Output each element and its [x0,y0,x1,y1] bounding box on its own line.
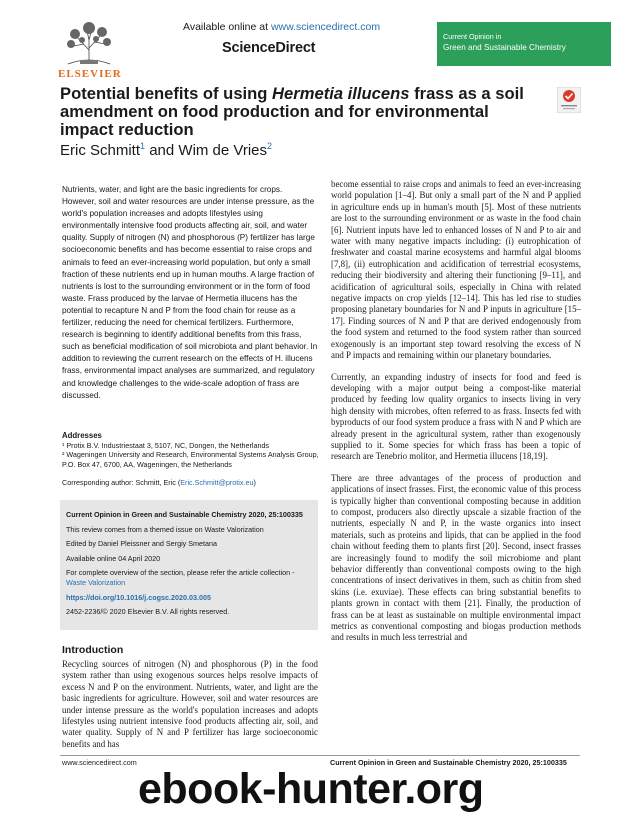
doi-link[interactable]: https://doi.org/10.1016/j.cogsc.2020.03.005 [66,592,212,602]
right-paragraph-3: There are three advantages of the process of production and applications of insect frasses. First, the economic value of this process is typically higher than conventional composting because in addition to compost, producers also directly upscale a sizable fraction of the nutrients, especially N and P, in the waste organics into insect materials, such as proteins and lipids, that can be applied in the food chain without feeding them to plants first [20]. Second, insect frasses are increasingly found to modify the soil microbiome and plant behavior differently than conventional composts owing to the high concentrations of insect derivatives in them, such as chitin from shed skins (i.e. exuviae). These effects can bring substantial benefits to plants grown in contact with them [21]. Finally, the production of frass can be at least as sustainable on multiple environmental impact metrics as conventional composting and biogas production methods and results in much less terrestrial and [331,472,581,643]
info-journal: Current Opinion in Green and Sustainable Chemistry 2020, 25:100335 [66,510,303,519]
footer-divider [60,755,580,756]
footer-website: www.sciencedirect.com [62,758,137,767]
author-1-affiliation-link[interactable]: 1 [140,141,146,151]
info-themed-issue: This review comes from a themed issue on Waste Valorization [66,524,264,534]
publisher-name: ELSEVIER [58,68,122,80]
article-info-box [60,500,318,630]
info-overview [66,568,312,587]
abstract: Nutrients, water, and light are the basic ingredients for crops. However, soil and water resources are under intense pressure, as the world's population increases and adopts lifestyles using environmentally intensive food products affecting air, soil, and water quality. Supply of nitrogen (N) and phosphorous (P) fertilizer has large socioeconomic benefits and has become essential to raise crops and animals to feed an ever-increasing world population, but only a small fraction of these nutrients end up in human mouths. A large fraction of nutrients is lost to the surrounding environment or in the form of food waste. Frass produced by the larvae of Hermetia illucens has the potential to recapture N and P from the food chain for reuse as a fertilizer, reducing the need for chemical fertilizers. Furthermore, research is beginning to identify additional benefits from this frass, such as beneficial modification of soil microbiota and plant behavior. In addition to reviewing the current research on the effects of H. illucens frass, environmental impact analyses are summarized, and regulatory and knowledge challenges to the wide-scale adoption of frass are discussed. [62,185,318,400]
available-prefix: Available online at [183,21,271,33]
author-2-affiliation-link[interactable]: 2 [267,141,273,151]
title-part-1: Potential benefits of using [60,84,273,103]
corresponding-prefix: Corresponding author: Schmitt, Eric ( [62,478,181,487]
introduction-body: Recycling sources of nitrogen (N) and phosphorous (P) in the food system rather than using exogenous sources helps resolve impacts of excess N and P on the environment. Nutrients, water, and light are the basic ingredients for agriculture. However, soil and water resources are under intense pressure as the world's population increases and adopts lifestyles using nutrient intensive food products affecting air, soil, and water quality. Supply of N and P fertilizer has large socioeconomic benefits and has [62,659,318,749]
article-title [60,85,530,139]
author-separator: and [145,142,179,159]
available-online-line [183,21,380,33]
author-2: Wim de Vries [178,142,268,159]
address-2: ² Wageningen University and Research, Environmental Systems Analysis Group, P.O. Box 47, 6700, AA, Wageningen, the Netherlands [62,450,319,469]
author-1: Eric Schmitt [60,142,141,159]
journal-line-1: Current Opinion in [443,32,502,41]
author-list [60,141,272,159]
check-for-updates-icon[interactable] [557,87,581,113]
footer-journal: Current Opinion in Green and Sustainable Chemistry 2020, 25:100335 [330,758,567,767]
address-1: ¹ Protix B.V. Industriestaat 3, 5107, NC, Dongen, the Netherlands [62,440,270,450]
journal-line-2: Green and Sustainable Chemistry [443,43,566,52]
right-paragraph-2: Currently, an expanding industry of insects for food and feed is developing with a major output being a compost-like material produced by feeding low quality organics to insects living in very high density with microbes, often referred to as frass. Insects fed with byproducts of our food system produce a frass with N and P which are already present in the agricultural system, rather than exogenously supplied to it. Some species for which frass has been a topic of research are Tenebrio molitor, and Hermetia illucens [18,19]. [331,371,581,462]
info-copyright: 2452-2236/© 2020 Elsevier B.V. All rights reserved. [66,607,230,617]
info-overview-text: For complete overview of the section, please refer the article collection - [66,568,295,578]
sciencedirect-wordmark: ScienceDirect [222,40,316,56]
right-column [331,179,581,654]
corresponding-email-link[interactable]: Eric.Schmitt@protix.eu [180,478,254,487]
info-available-date: Available online 04 April 2020 [66,553,161,563]
title-species: Hermetia illucens [272,84,410,103]
introduction-heading: Introduction [62,644,124,656]
watermark-text: ebook-hunter.org [138,765,484,813]
corresponding-suffix: ) [253,478,256,487]
addresses-heading: Addresses [62,431,102,440]
title-part-2: frass as a soil amendment on food production and for environmental impact reduction [60,84,524,139]
info-editors: Edited by Daniel Pleissner and Sergiy Smetana [66,539,218,549]
addresses-block [62,431,320,469]
right-paragraph-1: become essential to raise crops and animals to feed an ever-increasing world population [1–4]. But only a small part of the N and P applied in agriculture ends up in human's mouth [5]. Most of these nutrients are lost to the surrounding environment or as waste in the food chain [6]. Nutrient inputs have led to enhanced losses of N and P to air and water with many negative impacts including: (i) eutrophication of freshwater and coastal marine ecosystems and harmful algal blooms [7,8], (ii) eutrophication and acidification of terrestrial ecosystems, reducing their biodiversity and altering their functioning [9–11], and acidification of agricultural soils, especially in China with related negative impacts on crop yields [12–14]. This has led rise to studies proposing planetary boundaries for N and P inputs in agriculture [15–17]. Finding sources of N and P that are derived endogenously from the food system and returned to the food system rather than sourced exogenously is an important step toward resolving the excess of N and P impacts and remaining within our planetary boundaries. [331,179,581,361]
waste-valorization-link[interactable]: Waste Valorization [66,577,126,587]
journal-banner [437,22,611,66]
corresponding-author [62,478,256,487]
sciencedirect-link[interactable]: www.sciencedirect.com [270,21,381,33]
